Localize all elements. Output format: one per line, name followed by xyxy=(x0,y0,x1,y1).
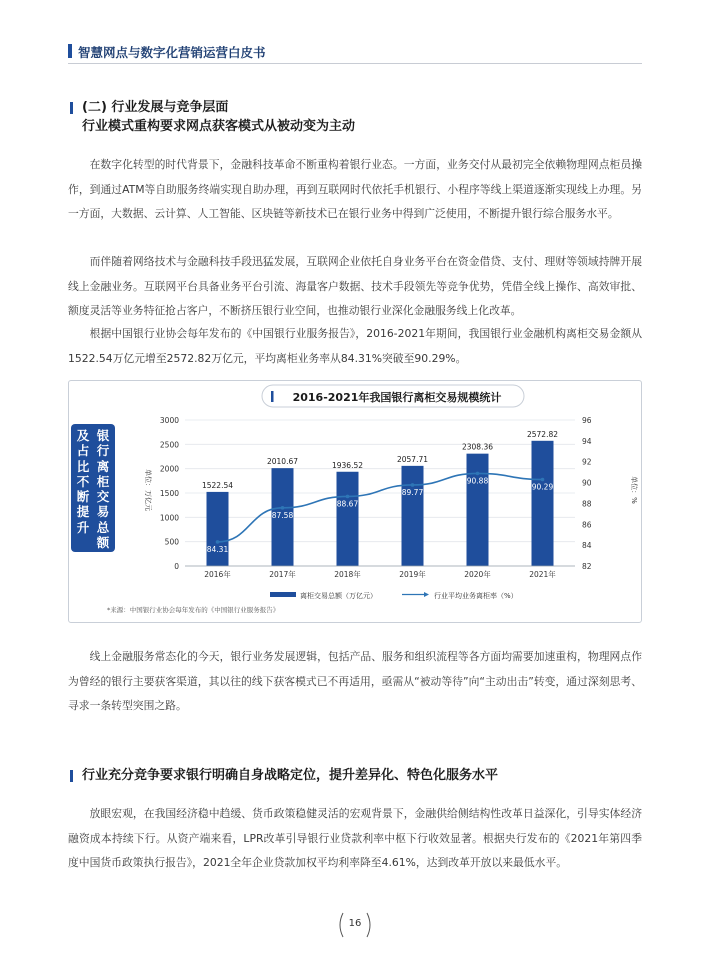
y-axis-right-tick: 88 xyxy=(582,499,592,509)
section-subheading-1: 行业模式重构要求网点获客模式从被动变为主动 xyxy=(82,119,356,134)
rate-point xyxy=(541,478,545,482)
legend-line-label: 行业平均业务离柜率（%） xyxy=(434,592,518,600)
page-number: 16 xyxy=(348,918,362,929)
y-axis-left-tick: 0 xyxy=(174,562,179,571)
section-heading-1: (二) 行业发展与竞争层面 xyxy=(82,100,229,115)
y-axis-right-label: 单位：% xyxy=(630,476,638,504)
legend-bar-swatch xyxy=(270,592,296,597)
rate-value-label: 84.31 xyxy=(206,544,229,554)
x-axis-tick: 2021年 xyxy=(529,570,556,579)
x-axis-tick: 2018年 xyxy=(334,570,361,579)
y-axis-right-tick: 82 xyxy=(582,562,592,571)
rate-point xyxy=(281,506,285,510)
bar-value-label: 1936.52 xyxy=(331,460,364,470)
rate-value-label: 89.77 xyxy=(401,487,424,497)
rate-value-label: 90.88 xyxy=(466,476,489,486)
section-heading-2: 行业充分竞争要求银行明确自身战略定位，提升差异化、特色化服务水平 xyxy=(82,768,499,783)
rate-point xyxy=(411,483,415,487)
document-title: 智慧网点与数字化营销运营白皮书 xyxy=(78,45,266,60)
y-axis-right-tick: 90 xyxy=(582,478,592,488)
badge-text-column: 及占比不断提升 xyxy=(76,428,90,535)
y-axis-right-tick: 94 xyxy=(582,436,592,446)
y-axis-right-tick: 84 xyxy=(582,541,592,551)
y-axis-right-tick: 92 xyxy=(582,457,592,467)
y-axis-left-label: 单位：万亿元 xyxy=(144,469,152,511)
bar xyxy=(467,454,489,566)
bar xyxy=(207,492,229,566)
bar-value-label: 2572.82 xyxy=(526,429,559,439)
rate-line xyxy=(218,473,543,542)
chart-side-badge xyxy=(71,424,115,552)
badge-text-column: 银行离柜交易总额 xyxy=(96,428,110,551)
paragraph: 放眼宏观，在我国经济稳中趋缓、货币政策稳健灵活的宏观背景下，金融供给侧结构性改革日益深化，引导实体经济融资成本持续下行。从资产端来看，LPR改革引导银行业贷款利率中枢下行收效显著。根据央行发布的《2021年第四季度中国货币政策执行报告》，2021全年企业贷款加权平均利率降至4.61%，达到改革开放以来最低水平。 xyxy=(68,807,642,869)
x-axis-tick: 2017年 xyxy=(269,570,296,579)
bar-value-label: 2010.67 xyxy=(266,457,299,467)
y-axis-left-tick: 2000 xyxy=(159,464,179,474)
bar xyxy=(402,466,424,566)
y-axis-left-tick: 1500 xyxy=(159,489,179,498)
x-axis-tick: 2019年 xyxy=(399,570,426,579)
paragraph: 根据中国银行业协会每年发布的《中国银行业服务报告》，2016-2021年期间，我国银行业金融机构离柜交易金额从1522.54万亿元增至2572.82万亿元，平均离柜业务率从84.31%突破至90.29%。 xyxy=(68,327,642,365)
chart-source-note: *来源：中国银行业协会每年发布的《中国银行业服务报告》 xyxy=(107,606,280,614)
chart-title-accent xyxy=(271,391,274,402)
bar-value-label: 2057.71 xyxy=(396,454,429,464)
x-axis-tick: 2016年 xyxy=(204,570,231,579)
rate-value-label: 87.58 xyxy=(271,510,294,520)
y-axis-left-tick: 2500 xyxy=(159,440,179,450)
bar xyxy=(337,472,359,566)
x-axis-tick: 2020年 xyxy=(464,570,491,579)
rate-point xyxy=(476,472,480,476)
section-accent-bar xyxy=(70,770,73,782)
paragraph: 线上金融服务常态化的今天，银行业务发展逻辑，包括产品、服务和组织流程等各方面均需要加速重构，物理网点作为曾经的银行主要获客渠道，其以往的线下获客模式已不再适用，亟需从“被动等待”向“主动出击”转变，通过深刻思考、寻求一条转型突围之路。 xyxy=(68,650,642,712)
y-axis-left-tick: 1000 xyxy=(159,513,179,523)
rate-value-label: 90.29 xyxy=(531,482,554,492)
y-axis-right-tick: 96 xyxy=(582,416,592,425)
bar-value-label: 1522.54 xyxy=(201,480,234,490)
y-axis-right-tick: 86 xyxy=(582,520,592,530)
legend-line-arrow xyxy=(424,592,429,597)
legend-bar-label: 离柜交易总额（万亿元） xyxy=(300,592,377,600)
chart-title: 2016-2021年我国银行离柜交易规模统计 xyxy=(292,391,502,404)
y-axis-left-tick: 3000 xyxy=(159,416,179,425)
paragraph: 在数字化转型的时代背景下，金融科技革命不断重构着银行业态。一方面，业务交付从最初完全依赖物理网点柜员操作，到通过ATM等自助服务终端实现自助办理，再到互联网时代依托手机银行、小程序等线上渠道逐渐实现线上办理。另一方面，大数据、云计算、人工智能、区块链等新技术已在银行业务中得到广泛使用，不断提升银行综合服务水平。 xyxy=(68,158,642,220)
bar xyxy=(532,441,554,566)
rate-point xyxy=(346,495,350,499)
y-axis-left-tick: 500 xyxy=(164,537,179,547)
bar-value-label: 2308.36 xyxy=(461,442,494,452)
rate-value-label: 88.67 xyxy=(336,499,359,509)
rate-point xyxy=(216,540,220,544)
paragraph: 而伴随着网络技术与金融科技手段迅猛发展，互联网企业依托自身业务平台在资金借贷、支付、理财等领域持牌开展线上金融业务。互联网平台具备业务平台引流、海量客户数据、技术手段领先等竞争优势，凭借全线上操作、高效审批、额度灵活等业务特征抢占客户，不断挤压银行业空间，也推动银行业深化金融服务线上化改革。 xyxy=(68,255,642,317)
